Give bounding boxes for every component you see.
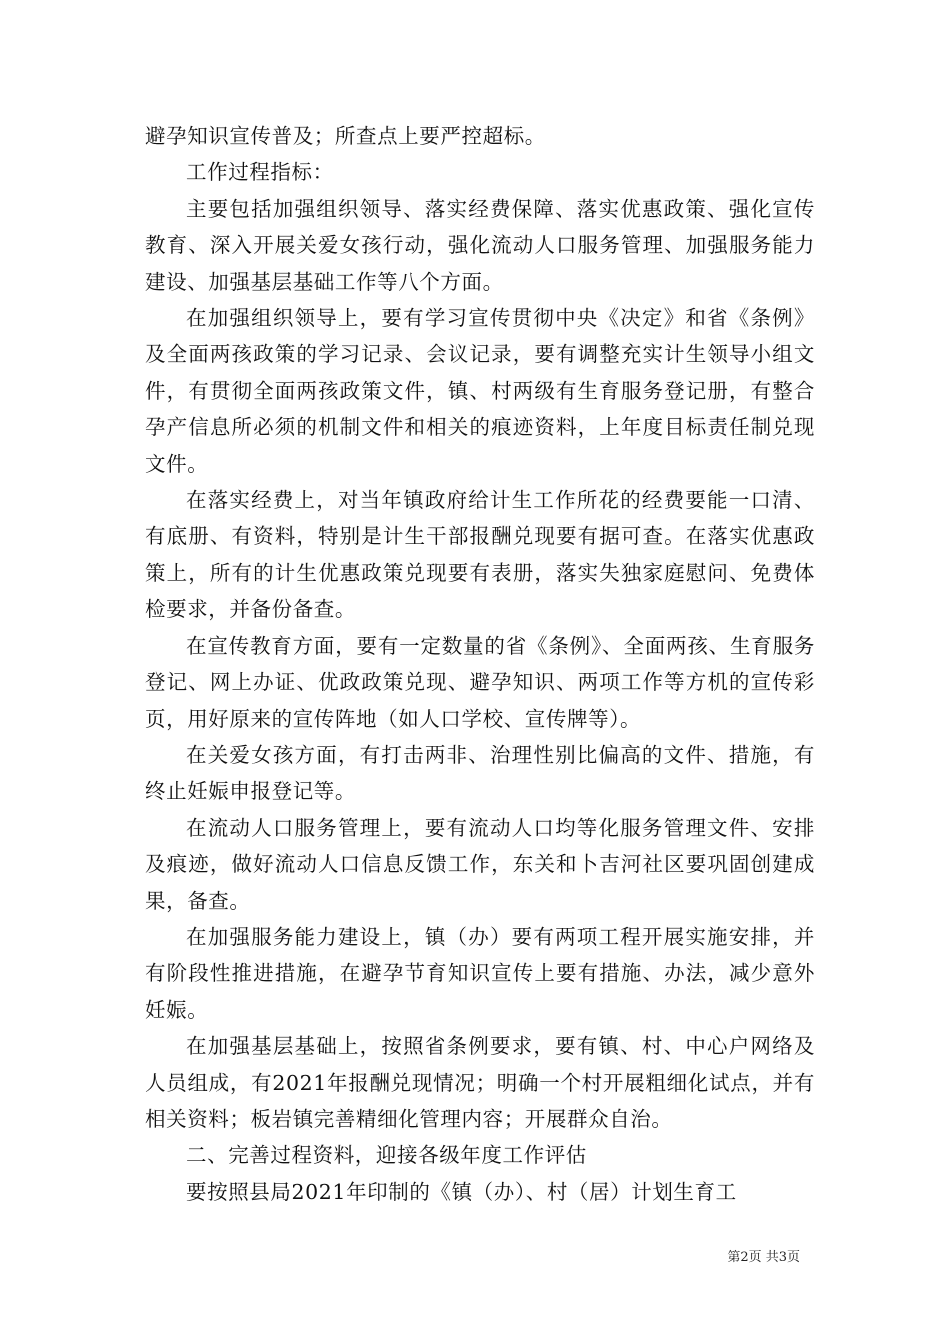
paragraph-process-indicators-heading: 工作过程指标： [186,160,334,185]
paragraph-organization-leadership: 在加强组织领导上，要有学习宣传贯彻中央《决定》和省《条例》及全面两孩政策的学习记录、会议记录，要有调整充实计生领导小组文件，有贯彻全面两孩政策文件，镇、村两级有生育服务登记册，有整合孕产信息所必须的机制文件和相关的痕迹资料，上年度目标责任制兑现文件。 [145,306,815,476]
document-body [145,118,815,1210]
paragraph-funding: 在落实经费上，对当年镇政府给计生工作所花的经费要能一口清、有底册、有资料，特别是计生干部报酬兑现要有据可查。在落实优惠政策上，所有的计生优惠政策兑现要有表册，落实失独家庭慰问、免费体检要求，并备份备查。 [145,488,815,622]
paragraph-publicity-education: 在宣传教育方面，要有一定数量的省《条例》、全面两孩、生育服务登记、网上办证、优政政策兑现、避孕知识、两项工作等方机的宣传彩页，用好原来的宣传阵地（如人口学校、宣传牌等）。 [145,633,815,731]
paragraph-eight-aspects: 主要包括加强组织领导、落实经费保障、落实优惠政策、强化宣传教育、深入开展关爱女孩行动，强化流动人口服务管理、加强服务能力建设、加强基层基础工作等八个方面。 [145,196,815,294]
paragraph-continued: 避孕知识宣传普及；所查点上要严控超标。 [145,124,546,148]
paragraph-grassroots-foundation: 在加强基层基础上，按照省条例要求，要有镇、村、中心户网络及人员组成，有2021年报酬兑现情况；明确一个村开展粗细化试点，并有相关资料；板岩镇完善精细化管理内容；开展群众自治。 [145,1034,815,1131]
paragraph-service-capacity: 在加强服务能力建设上，镇（办）要有两项工程开展实施安排，并有阶段性推进措施，在避孕节育知识宣传上要有措施、办法，减少意外妊娠。 [145,924,815,1022]
paragraph-county-bureau: 要按照县局2021年印制的《镇（办）、村（居）计划生育工 [186,1179,737,1204]
paragraph-caring-for-girls: 在关爱女孩方面，有打击两非、治理性别比偏高的文件、措施，有终止妊娠申报登记等。 [145,742,815,804]
page-number-footer: 第2页 共3页 [727,1250,800,1265]
paragraph-floating-population: 在流动人口服务管理上，要有流动人口均等化服务管理文件、安排及痕迹，做好流动人口信息反馈工作，东关和卜吉河社区要巩固创建成果，备查。 [145,815,815,913]
section-heading: 二、完善过程资料，迎接各级年度工作评估 [186,1143,587,1168]
